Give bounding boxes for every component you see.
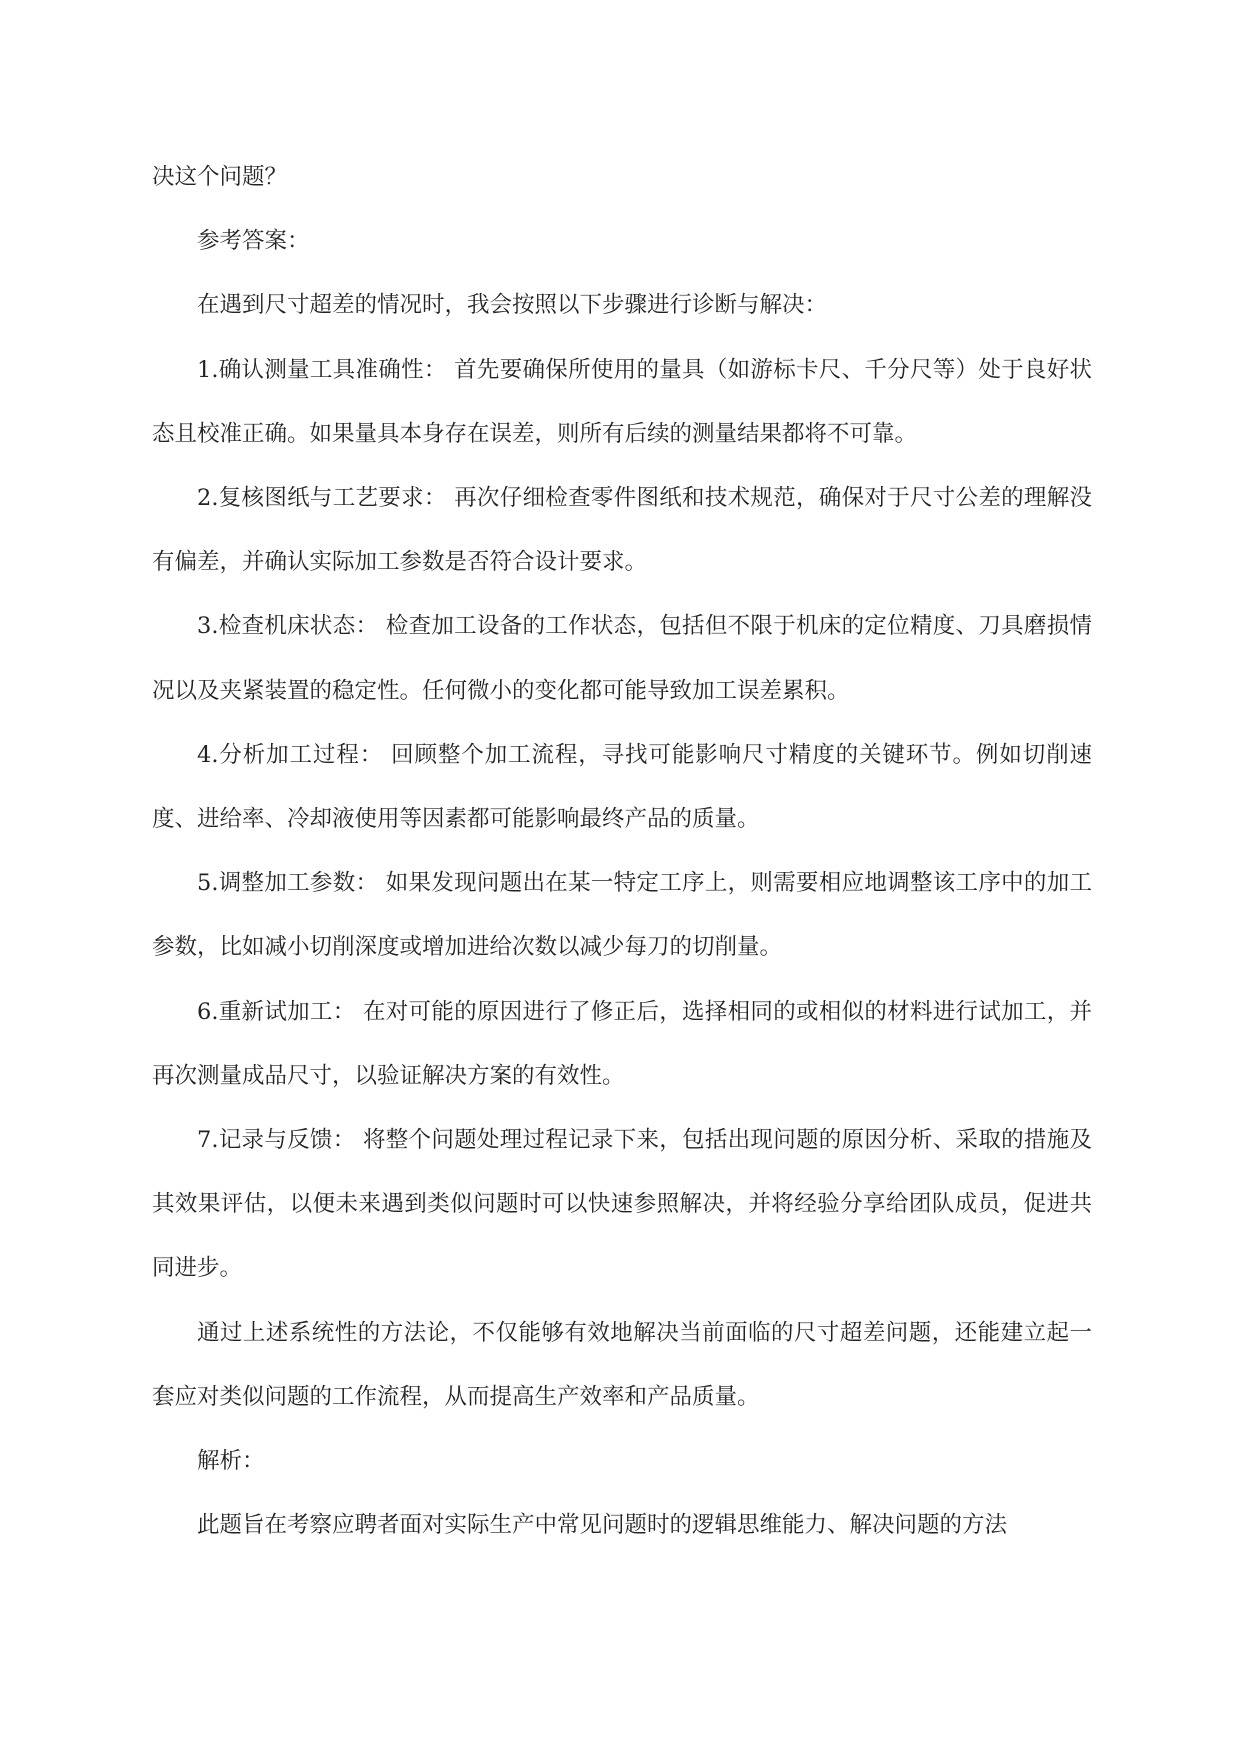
answer-intro: 在遇到尺寸超差的情况时，我会按照以下步骤进行诊断与解决：	[197, 292, 828, 319]
step-1: 1.确认测量工具准确性： 首先要确保所使用的量具（如游标卡尺、千分尺等）处于良好状态且校准正确。如果量具本身存在误差，则所有后续的测量结果都将不可靠。	[152, 356, 1092, 447]
analysis-heading: 解析：	[197, 1448, 265, 1475]
step-4: 4.分析加工过程： 回顾整个加工流程，寻找可能影响尺寸精度的关键环节。例如切削速度、进给率、冷却液使用等因素都可能影响最终产品的质量。	[152, 741, 1092, 833]
step-5: 5.调整加工参数： 如果发现问题出在某一特定工序上，则需要相应地调整该工序中的加工参数，比如减小切削深度或增加进给次数以减少每刀的切削量。	[152, 870, 1092, 961]
question-continuation: 决这个问题？	[152, 164, 288, 190]
step-3: 3.检查机床状态： 检查加工设备的工作状态，包括但不限于机床的定位精度、刀具磨损情况以及夹紧装置的稳定性。任何微小的变化都可能导致加工误差累积。	[152, 613, 1092, 704]
analysis-paragraph: 此题旨在考察应聘者面对实际生产中常见问题时的逻辑思维能力、解决问题的方法	[197, 1512, 1008, 1539]
answer-heading: 参考答案：	[197, 228, 310, 255]
step-6: 6.重新试加工： 在对可能的原因进行了修正后，选择相同的或相似的材料进行试加工，并再次测量成品尺寸，以验证解决方案的有效性。	[152, 998, 1092, 1089]
conclusion-paragraph: 通过上述系统性的方法论，不仅能够有效地解决当前面临的尺寸超差问题，还能建立起一套应对类似问题的工作流程，从而提高生产效率和产品质量。	[152, 1319, 1092, 1410]
step-2: 2.复核图纸与工艺要求： 再次仔细检查零件图纸和技术规范，确保对于尺寸公差的理解没有偏差，并确认实际加工参数是否符合设计要求。	[152, 485, 1092, 576]
step-7: 7.记录与反馈： 将整个问题处理过程记录下来，包括出现问题的原因分析、采取的措施及其效果评估，以便未来遇到类似问题时可以快速参照解决，并将经验分享给团队成员，促进共同进步。	[152, 1127, 1092, 1282]
document-body	[152, 145, 1092, 1557]
